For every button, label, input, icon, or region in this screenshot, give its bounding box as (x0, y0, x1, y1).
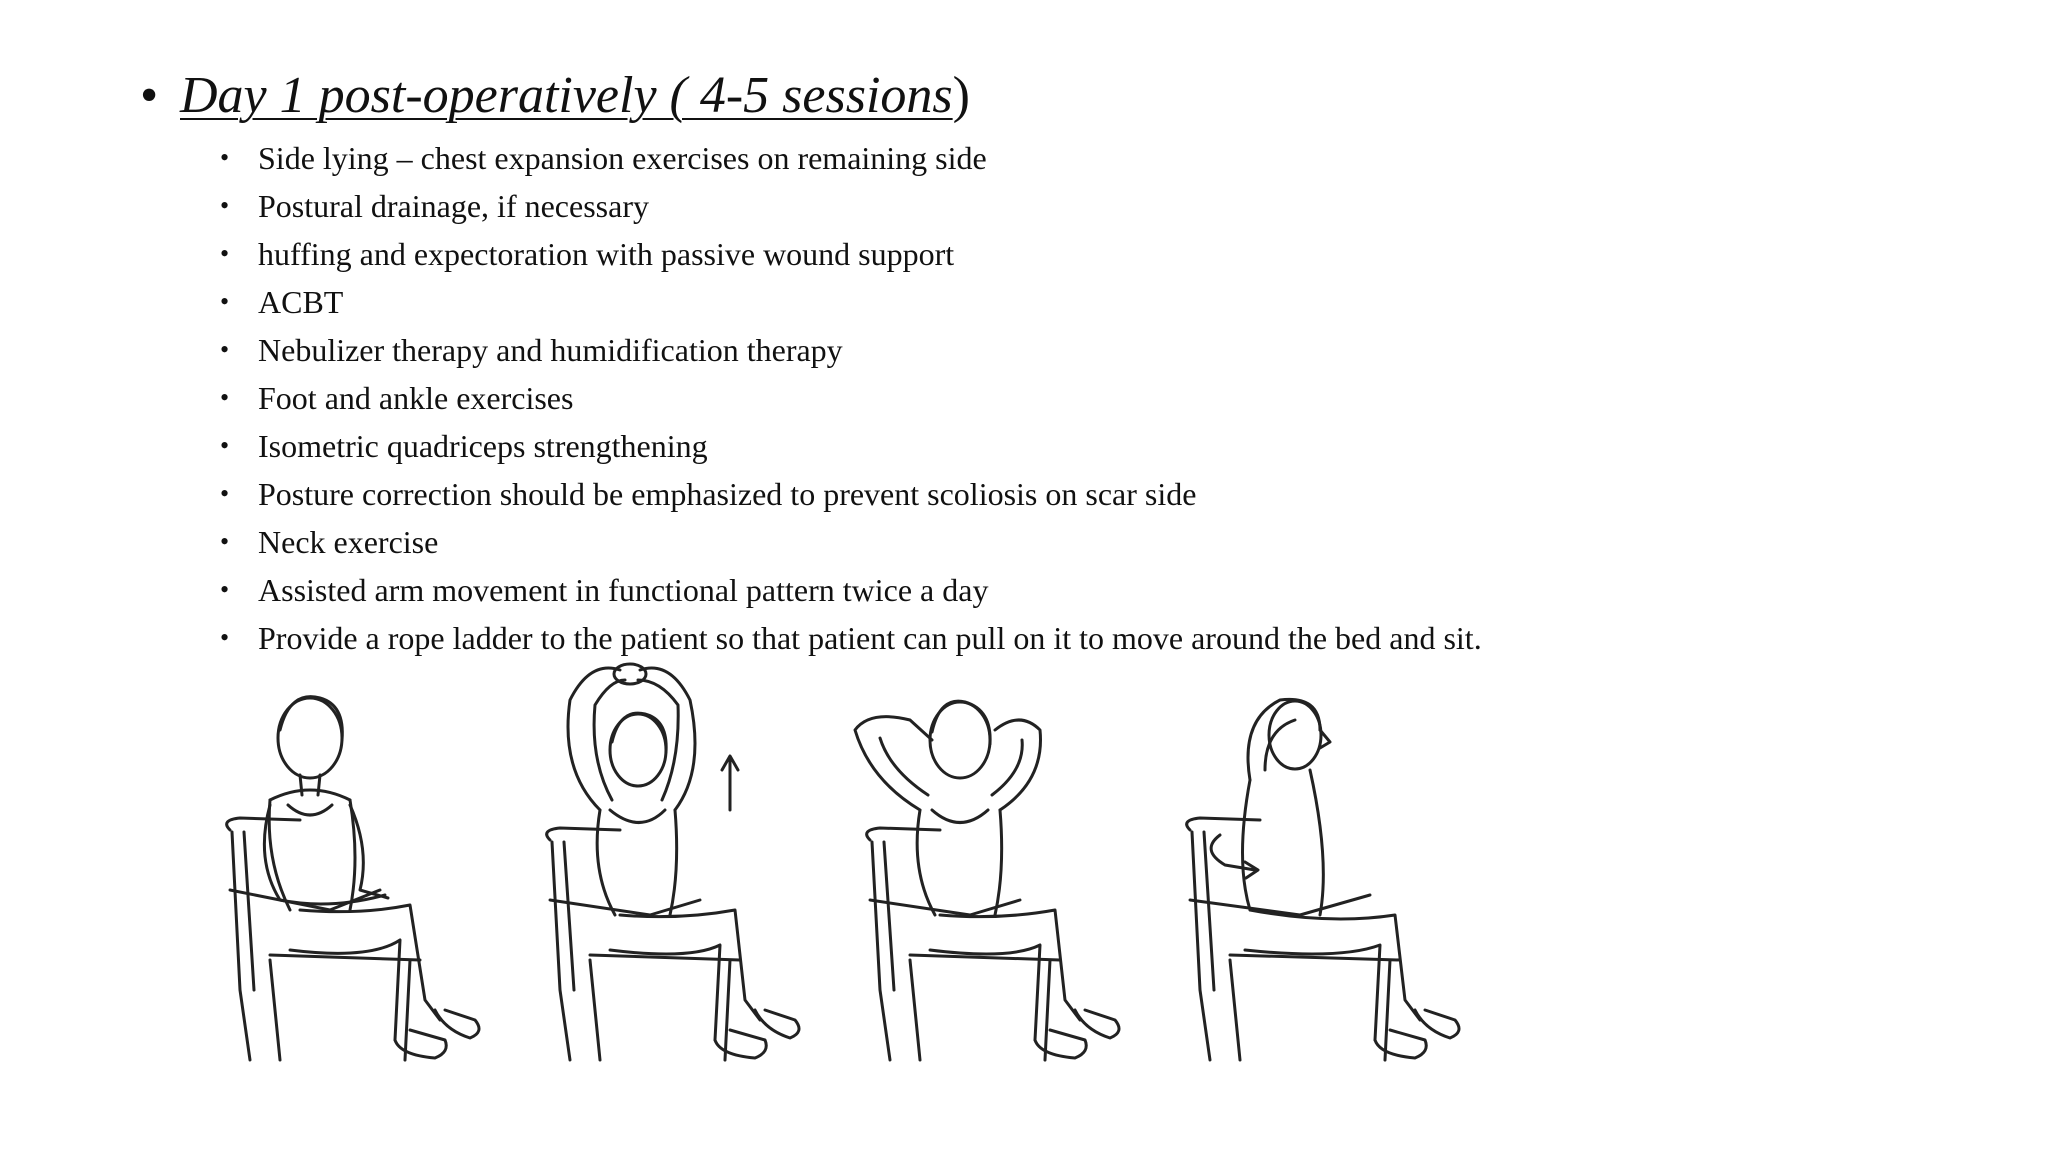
heading-bullet: • (140, 67, 159, 124)
list-item-text: Side lying – chest expansion exercises on remaining side (258, 140, 987, 176)
list-item (218, 470, 1482, 518)
list-bullet: • (220, 575, 230, 604)
list-item-text: Isometric quadriceps strengthening (258, 428, 708, 464)
list-bullet: • (220, 287, 230, 316)
list-item (218, 566, 1482, 614)
list-item (218, 326, 1482, 374)
list-bullet: • (220, 527, 230, 556)
list-bullet: • (220, 431, 230, 460)
exercise-illustration (210, 660, 1500, 1080)
seated-woman-arms-up-icon (530, 660, 850, 1080)
heading-title-close: ) (952, 67, 970, 124)
list-item-text: Postural drainage, if necessary (258, 188, 649, 224)
list-bullet: • (220, 239, 230, 268)
list-item-text: ACBT (258, 284, 344, 320)
slide-heading (140, 64, 970, 128)
exercise-list (218, 134, 1482, 662)
list-bullet: • (220, 479, 230, 508)
list-item (218, 230, 1482, 278)
list-item-text: Foot and ankle exercises (258, 380, 574, 416)
list-item-text: Assisted arm movement in functional pattern twice a day (258, 572, 989, 608)
list-bullet: • (220, 383, 230, 412)
seated-woman-icon (210, 660, 530, 1080)
seated-woman-hands-behind-head-icon (850, 660, 1170, 1080)
list-item-text: huffing and expectoration with passive wound support (258, 236, 955, 272)
list-item-text: Neck exercise (258, 524, 439, 560)
list-item (218, 518, 1482, 566)
list-item (218, 374, 1482, 422)
list-item-text: Posture correction should be emphasized to prevent scoliosis on scar side (258, 476, 1197, 512)
list-bullet: • (220, 191, 230, 220)
list-bullet: • (220, 623, 230, 652)
list-bullet: • (220, 335, 230, 364)
heading-title: Day 1 post-operatively ( 4-5 sessions (180, 67, 953, 124)
list-item-text: Provide a rope ladder to the patient so that patient can pull on it to move around the bed and sit. (258, 620, 1482, 656)
list-item (218, 134, 1482, 182)
list-item-text: Nebulizer therapy and humidification therapy (258, 332, 843, 368)
list-item (218, 278, 1482, 326)
list-item (218, 182, 1482, 230)
list-bullet: • (220, 143, 230, 172)
list-item (218, 422, 1482, 470)
seated-woman-trunk-rotation-icon (1170, 660, 1500, 1080)
list-item (218, 614, 1482, 662)
